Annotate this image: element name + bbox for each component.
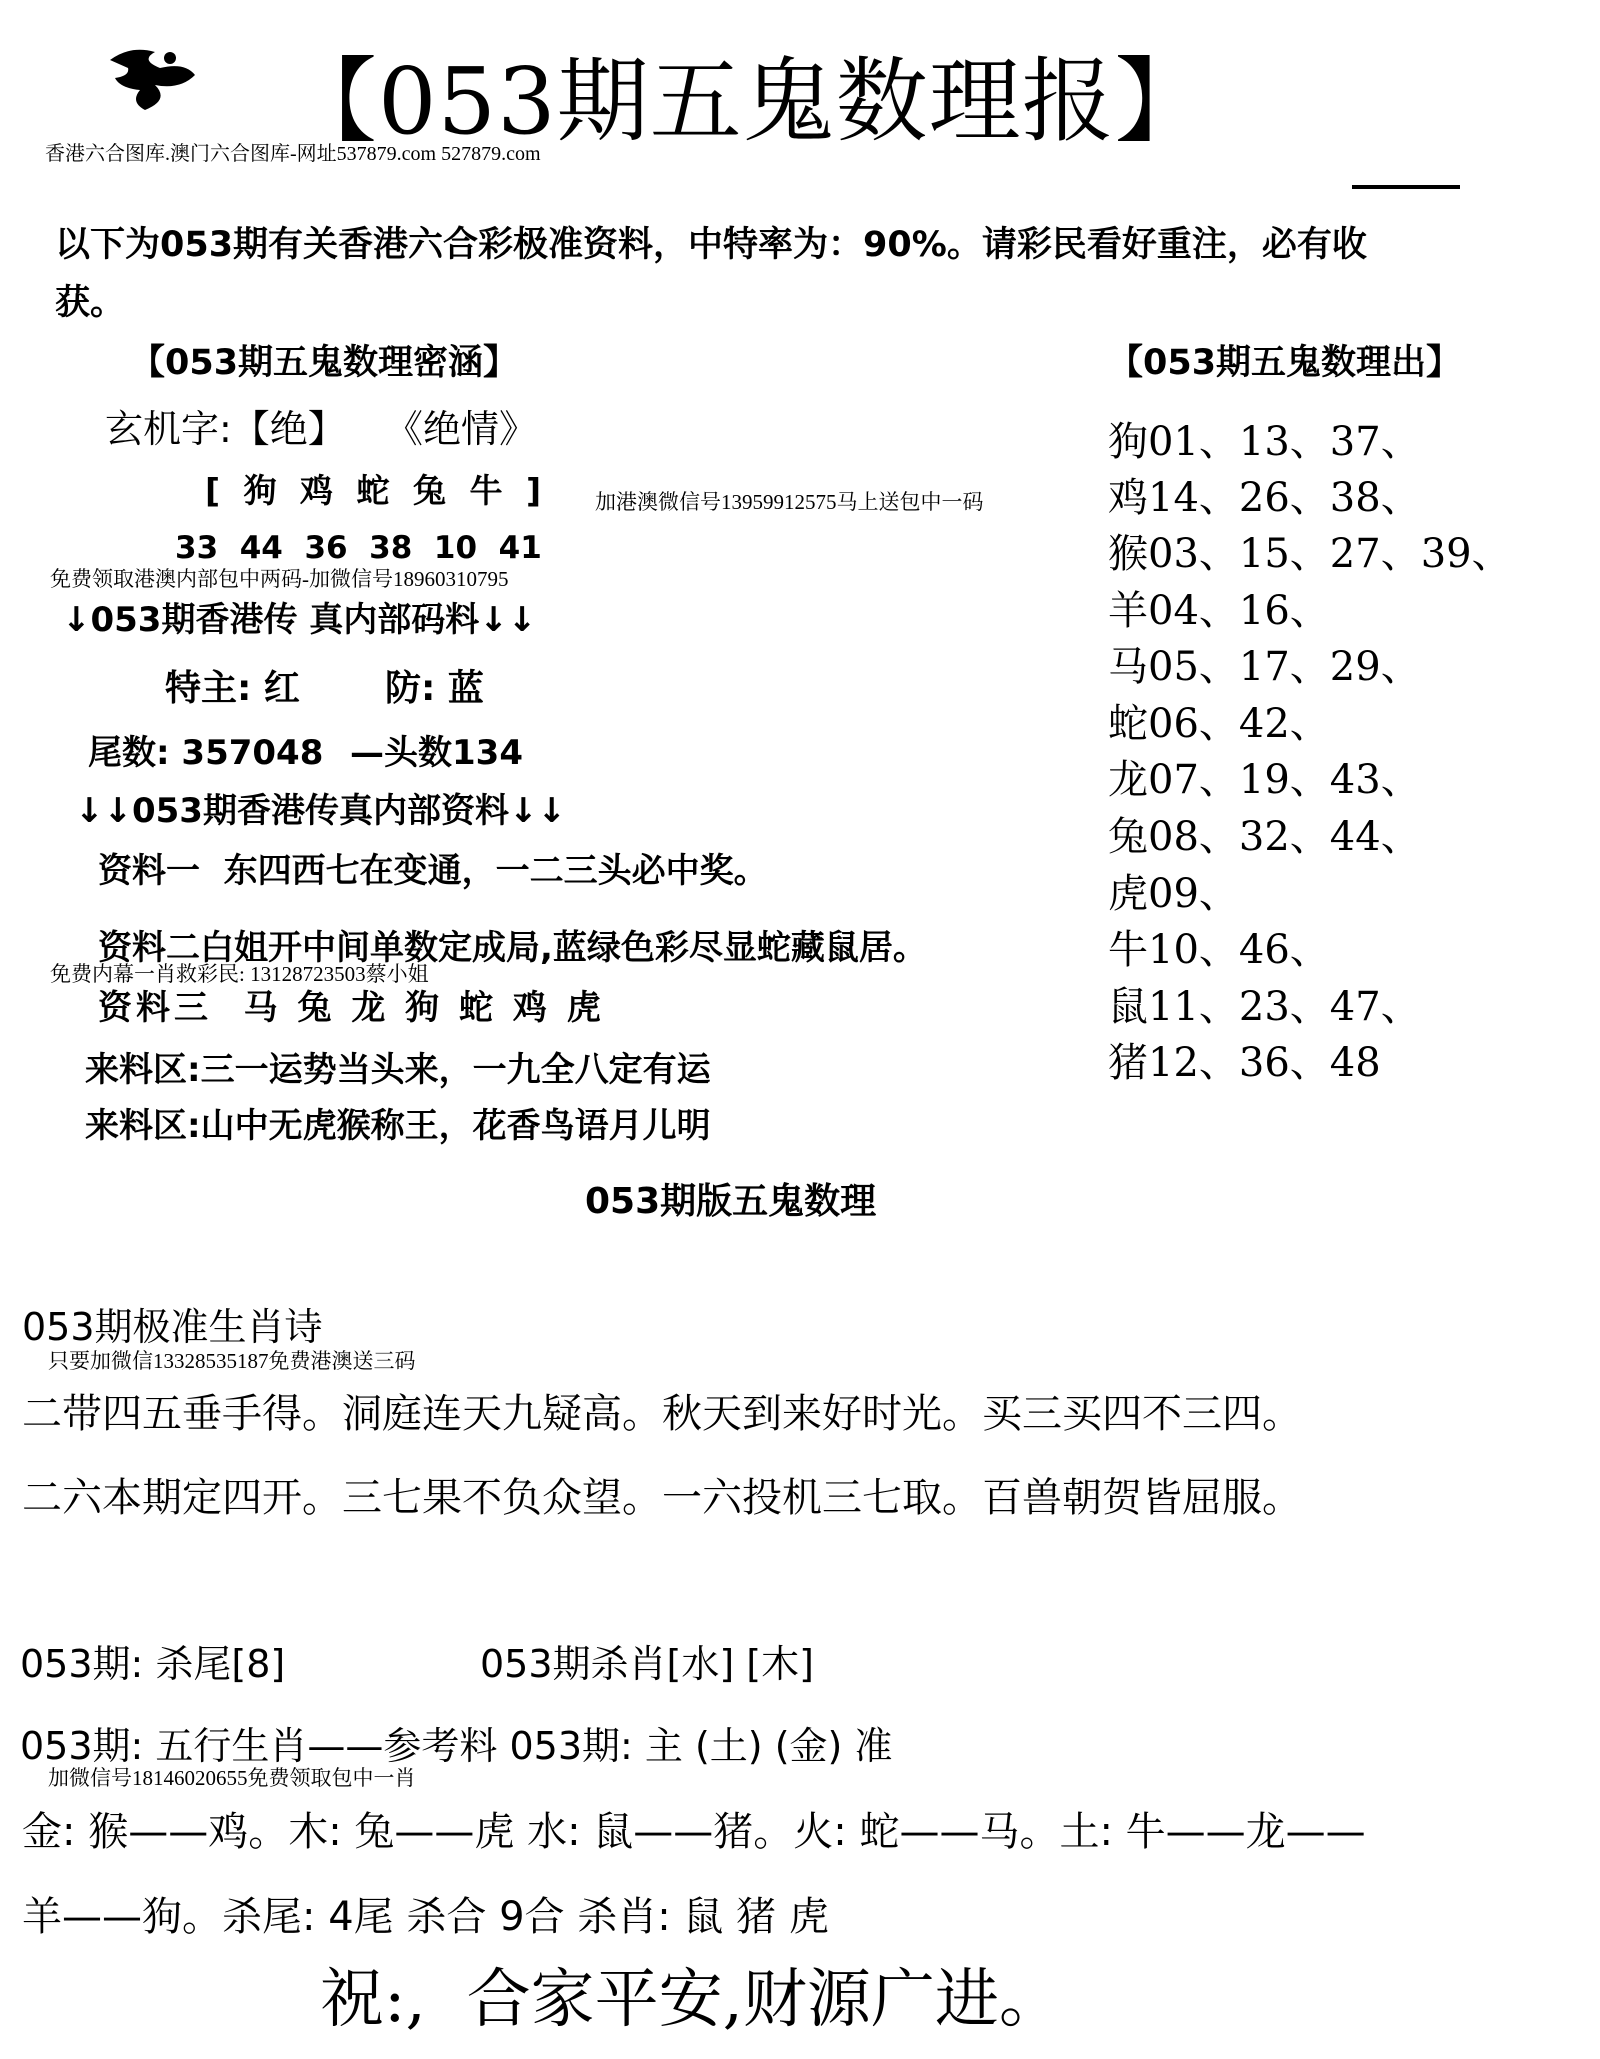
intro-text-line2: 获。 bbox=[55, 283, 126, 323]
elements-line-2: 羊——狗。杀尾: 4尾 杀合 9合 杀肖: 鼠 猪 虎 bbox=[22, 1894, 829, 1940]
poem-line-1: 二带四五垂手得。洞庭连天九疑高。秋天到来好时光。买三买四不三四。 bbox=[22, 1391, 1302, 1437]
elements-line-1: 金: 猴——鸡。木: 兔——虎 水: 鼠——猪。火: 蛇——马。土: 牛——龙—— bbox=[22, 1809, 1366, 1855]
intro-text: 以下为053期有关香港六合彩极准资料，中特率为：90%。请彩民看好重注，必有收 bbox=[55, 225, 1367, 265]
sha-wei: 053期: 杀尾[8] bbox=[20, 1642, 286, 1686]
number-row: 龙07、19、43、 bbox=[1108, 757, 1421, 803]
free-ad-2: 免费内幕一肖救彩民: 13128723503蔡小姐 bbox=[50, 962, 429, 986]
wei-shu: 尾数: 357048 bbox=[88, 733, 324, 773]
number-row: 猪12、36、48 bbox=[1108, 1040, 1381, 1086]
bottom-ad: 加微信号18146020655免费领取包中一肖 bbox=[48, 1766, 416, 1790]
tou-shu: —头数134 bbox=[350, 733, 523, 773]
wechat-ad-1: 加港澳微信号13959912575马上送包中一码 bbox=[595, 490, 984, 514]
number-row: 狗01、13、37、 bbox=[1108, 419, 1421, 465]
number-row: 猴03、15、27、39、 bbox=[1108, 531, 1512, 577]
zodiac-group: [ 狗 鸡 蛇 兔 牛 ] bbox=[205, 471, 548, 510]
lai-liao-2: 来料区:山中无虎猴称王，花香鸟语月儿明 bbox=[85, 1106, 711, 1146]
wuxing-line: 053期: 五行生肖——参考料 053期: 主 (土) (金) 准 bbox=[20, 1724, 893, 1768]
center-title: 053期版五鬼数理 bbox=[585, 1181, 877, 1222]
poem-line-2: 二六本期定四开。三七果不负众望。一六投机三七取。百兽朝贺皆屈服。 bbox=[22, 1475, 1302, 1521]
xuanji-label: 玄机字:【绝】 bbox=[105, 407, 346, 451]
number-row: 马05、17、29、 bbox=[1108, 644, 1421, 690]
number-row: 鸡14、26、38、 bbox=[1108, 475, 1421, 521]
ziliao-3: 资料三 马 兔 龙 狗 蛇 鸡 虎 bbox=[98, 988, 605, 1028]
number-row: 兔08、32、44、 bbox=[1108, 814, 1421, 860]
logo-icon bbox=[100, 40, 210, 120]
header-divider bbox=[1352, 185, 1460, 189]
xuanji-value: 《绝情》 bbox=[385, 407, 538, 451]
insider-title-2: ↓↓053期香港传真内部资料↓↓ bbox=[75, 791, 566, 831]
poem-ad: 只要加微信13328535187免费港澳送三码 bbox=[48, 1349, 416, 1373]
right-section-title: 【053期五鬼数理出】 bbox=[1108, 343, 1462, 383]
page-title: 【053期五鬼数理报】 bbox=[285, 48, 1208, 155]
section-title-mihan: 【053期五鬼数理密涵】 bbox=[130, 343, 519, 383]
free-ad-1: 免费领取港澳内部包中两码-加微信号18960310795 bbox=[50, 567, 509, 591]
fang: 防: 蓝 bbox=[385, 668, 484, 709]
blessing: 祝:, 合家平安,财源广进。 bbox=[320, 1963, 1063, 2037]
insider-title-1: ↓053期香港传 真内部码料↓↓ bbox=[62, 600, 537, 640]
te-zhu: 特主: 红 bbox=[165, 668, 300, 709]
number-row: 蛇06、42、 bbox=[1108, 701, 1330, 747]
poem-title: 053期极准生肖诗 bbox=[22, 1305, 323, 1349]
lai-liao-1: 来料区:三一运势当头来，一九全八定有运 bbox=[85, 1050, 711, 1090]
ziliao-1: 资料一 东四西七在变通，一二三头必中奖。 bbox=[98, 851, 768, 891]
sha-xiao: 053期杀肖[水] [木] bbox=[480, 1642, 814, 1686]
ziliao-2: 资料二白姐开中间单数定成局,蓝绿色彩尽显蛇藏鼠居。 bbox=[98, 928, 927, 968]
number-row: 鼠11、23、47、 bbox=[1108, 984, 1421, 1030]
number-list: 33 44 36 38 10 41 bbox=[175, 530, 542, 566]
number-row: 虎09、 bbox=[1108, 871, 1239, 917]
site-line: 香港六合图库.澳门六合图库-网址537879.com 527879.com bbox=[45, 143, 541, 165]
number-row: 牛10、46、 bbox=[1108, 927, 1330, 973]
number-row: 羊04、16、 bbox=[1108, 588, 1330, 634]
